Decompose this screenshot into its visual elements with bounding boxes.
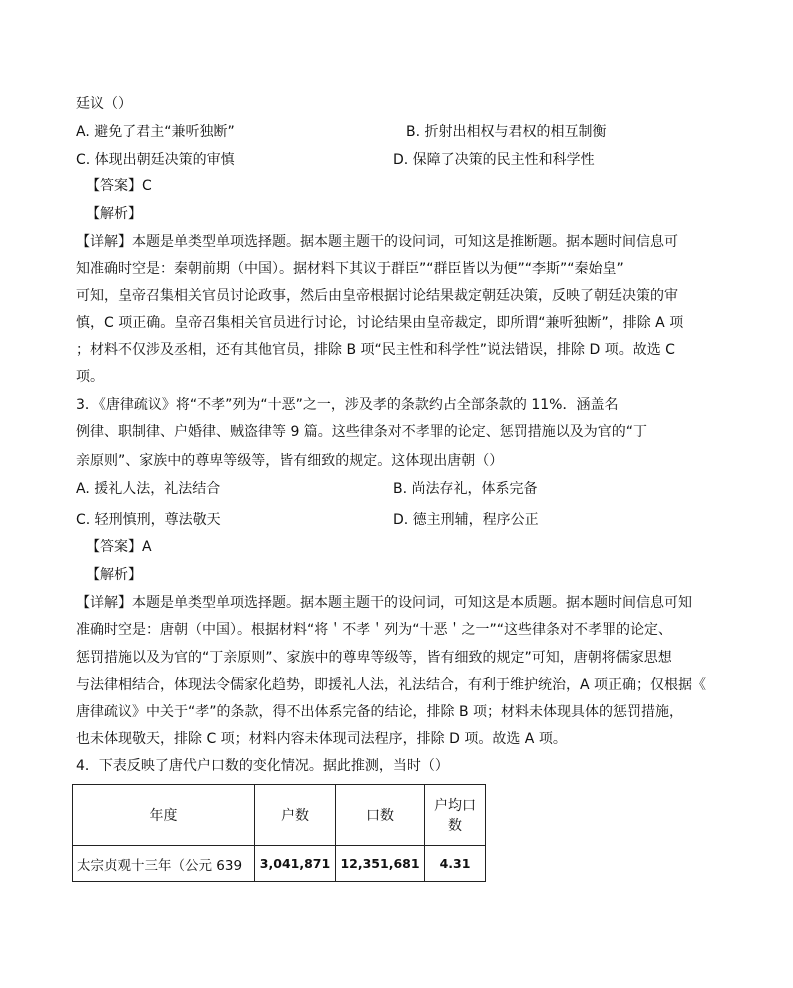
q2-option-c[interactable]: C. 体现出朝廷决策的审慎 xyxy=(76,152,235,168)
q3-option-b[interactable]: B. 尚法存礼，体系完备 xyxy=(393,481,538,497)
cell-avg-per-household: 4.31 xyxy=(425,846,486,882)
q3-option-d[interactable]: D. 德主刑辅，程序公正 xyxy=(393,512,539,528)
header-avg-per-household: 户均口数 xyxy=(425,785,486,846)
q2-option-b[interactable]: B. 折射出相权与君权的相互制衡 xyxy=(406,124,607,140)
q2-analysis-line: 慎，C 项正确。皇帝召集相关官员进行讨论，讨论结果由皇帝裁定，即所谓“兼听独断”，排除 A 项 xyxy=(76,315,684,331)
q3-analysis-line: 惩罚措施以及为官的“丁亲原则”、家族中的尊卑等级等，皆有细致的规定”可知，唐朝将儒家思想 xyxy=(76,650,672,666)
q2-option-d[interactable]: D. 保障了决策的民主性和科学性 xyxy=(393,152,595,168)
q3-stem-line: 3．《唐律疏议》将“不孝”列为“十恶”之一，涉及孝的条款约占全部条款的 11%．涵盖名 xyxy=(76,397,619,413)
table-header-row xyxy=(73,785,486,846)
q2-analysis-line: 知准确时空是：秦朝前期（中国）。据材料下其议于群臣”“群臣皆以为便”“李斯”“秦始皇” xyxy=(76,261,624,277)
header-population: 口数 xyxy=(336,785,425,846)
q3-analysis-line: 【详解】本题是单类型单项选择题。据本题主题干的设问词，可知这是本质题。据本题时间信息可知 xyxy=(76,595,692,611)
table-row xyxy=(73,846,486,882)
q3-analysis-line: 与法律相结合，体现法令儒家化趋势，即援礼人法，礼法结合，有利于维护统治，A 项正确；仅根据《 xyxy=(76,677,707,693)
q2-analysis-line: ；材料不仅涉及丞相，还有其他官员，排除 B 项“民主性和科学性”说法错误，排除 D 项。故选 C xyxy=(76,342,675,358)
q2-analysis-line: 可知，皇帝召集相关官员讨论政事，然后由皇帝根据讨论结果裁定朝廷决策，反映了朝廷决策的审 xyxy=(76,288,678,304)
header-year: 年度 xyxy=(73,785,255,846)
q3-analysis-label: 【解析】 xyxy=(86,567,142,583)
q3-analysis-line: 唐律疏议》中关于“孝”的条款，得不出体系完备的结论，排除 B 项；材料未体现具体的惩罚措施， xyxy=(76,704,684,720)
q3-analysis-line: 也未体现敬天，排除 C 项；材料内容未体现司法程序，排除 D 项。故选 A 项。 xyxy=(76,731,567,747)
q3-answer: 【答案】A xyxy=(86,539,152,555)
cell-households: 3,041,871 xyxy=(255,846,336,882)
q3-stem-line: 亲原则”、家族中的尊卑等级等，皆有细致的规定。这体现出唐朝（） xyxy=(76,453,504,469)
cell-population: 12,351,681 xyxy=(336,846,425,882)
q3-stem-line: 例律、职制律、户婚律、贼盗律等 9 篇。这些律条对不孝罪的论定、惩罚措施以及为官的“丁 xyxy=(76,424,648,440)
q2-option-a[interactable]: A. 避免了君主“兼听独断” xyxy=(76,124,235,140)
q3-option-a[interactable]: A. 援礼人法，礼法结合 xyxy=(76,481,221,497)
cell-year: 太宗贞观十三年（公元 639 xyxy=(73,846,255,882)
q2-analysis-label: 【解析】 xyxy=(86,206,142,222)
q2-answer: 【答案】C xyxy=(86,178,152,194)
q2-stem-end: 廷议（） xyxy=(76,96,132,112)
q3-analysis-line: 准确时空是：唐朝（中国）。根据材料“将＇不孝＇列为“十恶＇之一”“这些律条对不孝罪的论定、 xyxy=(76,622,673,638)
q2-analysis-line: 项。 xyxy=(76,369,104,385)
q4-stem: 4．下表反映了唐代户口数的变化情况。据此推测，当时（） xyxy=(76,758,449,774)
q3-option-c[interactable]: C. 轻刑慎刑，尊法敬天 xyxy=(76,512,221,528)
q2-analysis-line: 【详解】本题是单类型单项选择题。据本题主题干的设问词，可知这是推断题。据本题时间信息可 xyxy=(76,234,678,250)
header-households: 户数 xyxy=(255,785,336,846)
household-table xyxy=(72,784,486,882)
